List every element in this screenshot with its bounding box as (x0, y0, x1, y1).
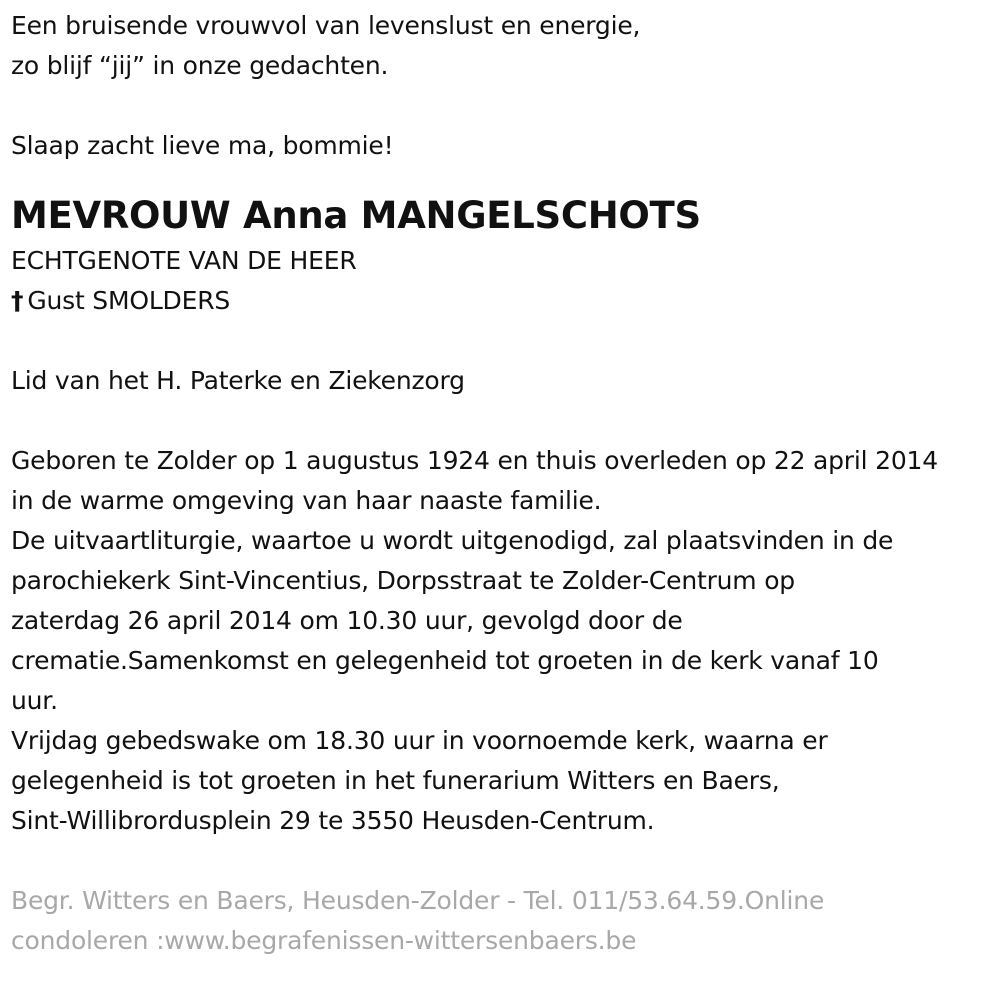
deceased-name: MEVROUW Anna MANGELSCHOTS (11, 194, 701, 237)
intro-line-1: Een bruisende vrouwvol van levenslust en energie, (11, 11, 641, 40)
condolence-website-line: condoleren :www.begrafenissen-wittersenbaers.be (11, 926, 637, 955)
body-line: gelegenheid is tot groeten in het funerarium Witters en Baers, (11, 766, 780, 795)
spacer (11, 401, 996, 441)
body-line: De uitvaartliturgie, waartoe u wordt uitgenodigd, zal plaatsvinden in de (11, 526, 894, 555)
spouse-name: Gust SMOLDERS (27, 286, 231, 315)
farewell-line: Slaap zacht lieve ma, bommie! (11, 131, 394, 160)
body-text (11, 441, 996, 841)
spouse-line (11, 281, 996, 321)
spacer (11, 841, 996, 881)
body-line: zaterdag 26 april 2014 om 10.30 uur, gevolgd door de (11, 606, 683, 635)
spacer (11, 86, 996, 126)
relation-line: ECHTGENOTE VAN DE HEER (11, 246, 357, 275)
membership-line: Lid van het H. Paterke en Ziekenzorg (11, 366, 465, 395)
body-line: parochiekerk Sint-Vincentius, Dorpsstraat te Zolder-Centrum op (11, 566, 795, 595)
spacer (11, 321, 996, 361)
body-line: Geboren te Zolder op 1 augustus 1924 en thuis overleden op 22 april 2014 (11, 446, 938, 475)
body-line: uur. (11, 686, 58, 715)
obituary-notice (11, 6, 996, 961)
funeral-home-line: Begr. Witters en Baers, Heusden-Zolder - Tel. 011/53.64.59.Online (11, 886, 825, 915)
cross-icon: † (11, 286, 24, 315)
body-line: Sint-Willibrordusplein 29 te 3550 Heusden-Centrum. (11, 806, 655, 835)
body-line: Vrijdag gebedswake om 18.30 uur in voornoemde kerk, waarna er (11, 726, 828, 755)
intro-line-2: zo blijf “jij” in onze gedachten. (11, 51, 389, 80)
spacer (11, 166, 996, 191)
body-line: in de warme omgeving van haar naaste familie. (11, 486, 602, 515)
body-line: crematie.Samenkomst en gelegenheid tot groeten in de kerk vanaf 10 (11, 646, 879, 675)
